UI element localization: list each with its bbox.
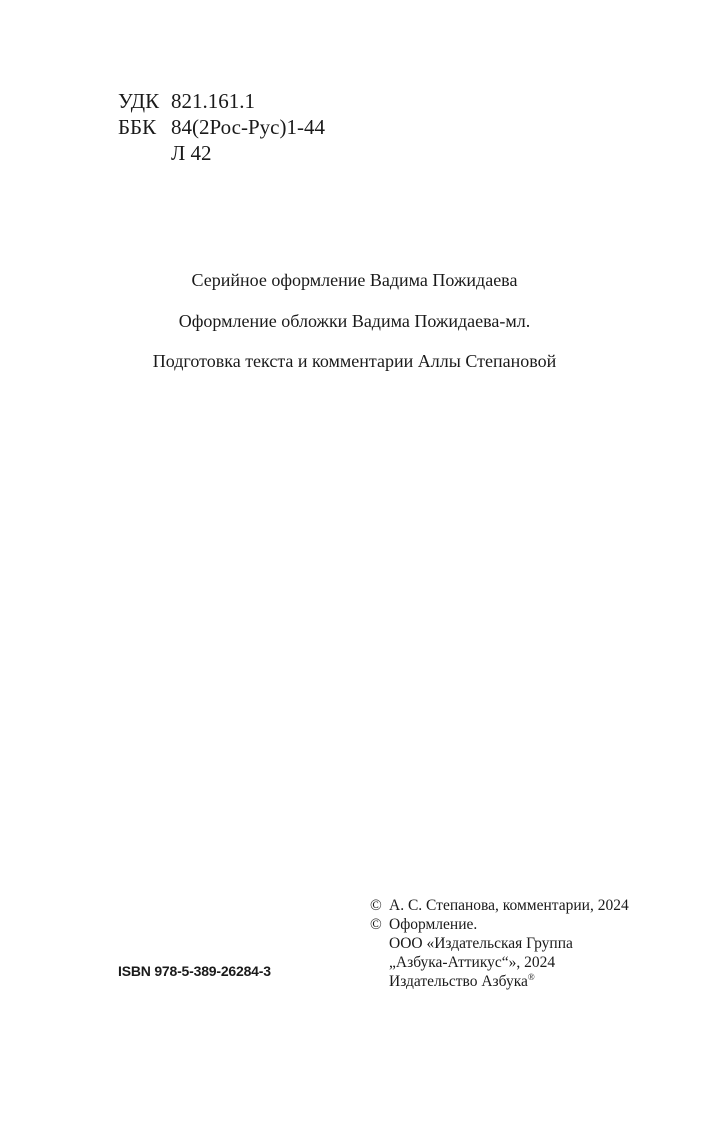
udk-value: 821.161.1 xyxy=(171,89,255,113)
udk-row xyxy=(118,88,325,114)
series-design-credit: Серийное оформление Вадима Пожидаева xyxy=(191,270,518,290)
copyright-sign: © xyxy=(370,897,382,914)
publisher-imprint-line xyxy=(370,972,629,991)
isbn: ISBN 978-5-389-26284-3 xyxy=(118,963,271,979)
cover-design-credit: Оформление обложки Вадима Пожидаева-мл. xyxy=(178,311,531,331)
author-mark: Л 42 xyxy=(171,141,212,165)
bbk-row xyxy=(118,114,325,140)
copyright-design-text: Оформление. xyxy=(389,916,478,933)
udk-label: УДК xyxy=(118,89,160,113)
bbk-value: 84(2Рос-Рус)1-44 xyxy=(171,115,325,139)
copyright-commentary-text: А. С. Степанова, комментарии, 2024 xyxy=(389,897,629,914)
copyright-sign: © xyxy=(370,916,382,933)
publisher-group-line: ООО «Издательская Группа xyxy=(389,935,573,952)
copyright-commentary xyxy=(370,896,629,915)
author-mark-row xyxy=(118,140,325,166)
publisher-imprint: Издательство Азбука xyxy=(389,973,528,990)
copyright-block xyxy=(370,896,629,991)
registered-mark: ® xyxy=(527,971,535,982)
publisher-name-line: „Азбука-Аттикус“», 2024 xyxy=(389,954,556,971)
bbk-label: ББК xyxy=(118,115,157,139)
copyright-design xyxy=(370,915,629,934)
classification-block xyxy=(118,88,325,166)
text-preparation-credit: Подготовка текста и комментарии Аллы Степановой xyxy=(152,351,557,371)
